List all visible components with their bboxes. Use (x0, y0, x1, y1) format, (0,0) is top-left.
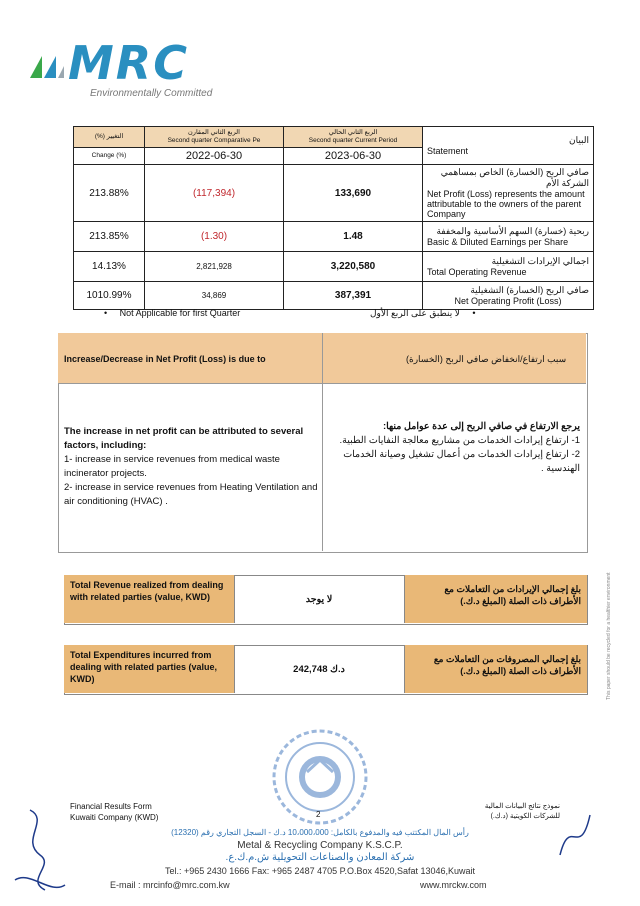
financial-table (73, 126, 594, 310)
table-row: 14.13% 2,821,928 3,220,580 اجمالي الإيرادات التشغيلية Total Operating Revenue (74, 252, 594, 282)
reason-divider (322, 333, 323, 551)
footer-email: E-mail : mrcinfo@mrc.com.kw (110, 880, 230, 890)
header-change-en: Change (%) (74, 148, 145, 165)
note-ar: • لا ينطبق على الربع الأول (370, 308, 476, 318)
recycle-side-note: This paper should be recycled for a healthier environment (606, 572, 612, 700)
table-row: 1010.99% 34,869 387,391 صافي الربح (الخسارة) التشغيلية Net Operating Profit (Loss) (74, 282, 594, 310)
note-en: • Not Applicable for first Quarter (104, 308, 241, 318)
logo-tagline: Environmentally Committed (90, 88, 213, 99)
curr-date: 2023-06-30 (284, 148, 423, 165)
reason-text-ar: يرجع الارتفاع في صافي الربح إلى عدة عوامل منها: 1- ارتفاع إيرادات الخدمات من مشاريع معالجة النفايات الطبية. 2- ارتفاع إيرادات الخدمات من أعمال تشغيل وصيانة الخدمات الهندسية . (339, 421, 580, 474)
table-row: 213.85% (1.30) 1.48 ربحية (خسارة) السهم الأساسية والمخففة Basic & Diluted Earnings per Share (74, 222, 594, 252)
signature-left-icon (10, 800, 70, 900)
footer-form-ar: نموذج نتائج البيانات المالية (484, 803, 560, 810)
expend-related-label-cell: Total Expenditures incurred from dealing with related parties (value, KWD) (64, 645, 235, 693)
footer-company-ar: للشركات الكويتية (د.ك.) (490, 813, 560, 820)
signature-right-icon (555, 805, 595, 865)
logo-text: MRC (68, 36, 189, 90)
reason-title-en: Increase/Decrease in Net Profit (Loss) is due to (64, 354, 266, 364)
table-row: 213.88% (117,394) 133,690 صافي الربح (الخسارة) الخاص بمساهمي الشركة الأم Net Profit (Loss) represents the amount attributable to the owners of the parent Company (74, 165, 594, 222)
reason-title-ar: سبب ارتفاع/انخفاض صافي الربح (الخسارة) (406, 354, 567, 364)
footer-website: www.mrckw.com (420, 880, 487, 890)
revenue-related-label-cell: Total Revenue realized from dealing with related parties (value, KWD) (64, 575, 235, 623)
header-comparative: الربع الثاني المقارن Second quarter Comparative Pe (145, 127, 284, 148)
expend-related-value: 242,748 د.ك (293, 664, 345, 675)
header-statement: البيان Statement (423, 127, 594, 165)
header-change: التغيير (%) (74, 127, 145, 148)
reason-text-en: The increase in net profit can be attributed to several factors, including: 1- increase in service revenues from medical waste incinerator projects. 2- increase in service revenues from Heating Ventilation and air conditioning (HVAC) . (64, 426, 318, 507)
footer-company-names: Metal & Recycling Company K.S.C.P. (237, 840, 403, 851)
revenue-related-ar-cell: بلغ إجمالي الإيرادات من التعاملات مع الأطراف ذات الصلة (المبلغ د.ك.) (404, 575, 587, 623)
footer-company-name-ar: شركة المعادن والصناعات التحويلية ش.م.ك.ع. (225, 852, 415, 863)
expend-related-ar-cell: بلغ إجمالي المصروفات من التعاملات مع الأطراف ذات الصلة (المبلغ د.ك.) (404, 645, 587, 693)
page-number: 2 (316, 810, 321, 819)
comp-date: 2022-06-30 (145, 148, 284, 165)
footer-capital: رأس المال المكتتب فيه والمدفوع بالكامل: 10،000،000 د.ك - السجل التجاري رقم (12320) (171, 828, 469, 837)
revenue-related-value: لا يوجد (305, 594, 333, 605)
footer-contact: Tel.: +965 2430 1666 Fax: +965 2487 4705 P.O.Box 4520,Safat 13046,Kuwait (164, 866, 476, 876)
header-current: الربع الثاني الحالي Second quarter Current Period (284, 127, 423, 148)
footer-form-en: Financial Results Form (70, 802, 152, 811)
footer-company-en: Kuwaiti Company (KWD) (70, 813, 159, 822)
